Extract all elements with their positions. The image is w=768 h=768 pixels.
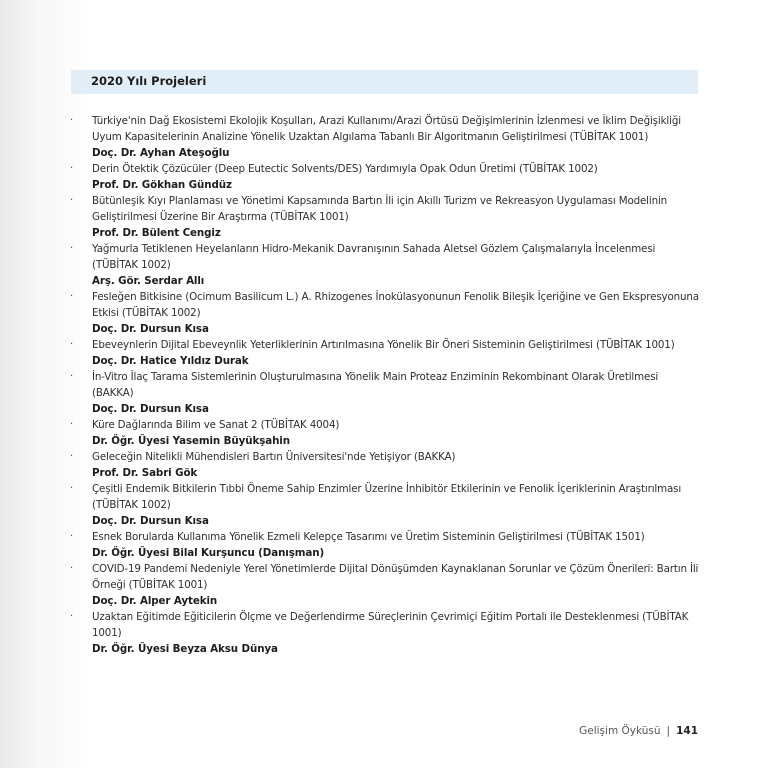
bullet-icon: ·	[70, 195, 74, 206]
project-title: Esnek Borularda Kullanıma Yönelik Ezmeli Kelepçe Tasarımı ve Üretim Sisteminin Geliştirilmesi (TÜBİTAK 1501)	[92, 531, 645, 543]
footer-separator: |	[666, 725, 671, 737]
project-lead: Dr. Öğr. Üyesi Bilal Kurşuncu (Danışman)	[92, 547, 325, 559]
bullet-icon: ·	[70, 531, 74, 542]
footer-section-name: Gelişim Öyküsü	[579, 725, 661, 737]
project-title: Küre Dağlarında Bilim ve Sanat 2 (TÜBİTAK 4004)	[92, 419, 340, 431]
list-item	[70, 113, 702, 161]
project-title: Bütünleşik Kıyı Planlaması ve Yönetimi Kapsamında Bartın İli için Akıllı Turizm ve Rekreasyon Uygulaması Modelinin Geliştirilmesi Üzerine Bir Araştırma (TÜBİTAK 1001)	[92, 195, 668, 223]
project-title: Yağmurla Tetiklenen Heyelanların Hidro-Mekanik Davranışının Sahada Aletsel Gözlem Çalışmalarıyla İncelenmesi (TÜBİTAK 1002)	[92, 243, 656, 271]
project-lead: Prof. Dr. Gökhan Gündüz	[92, 179, 232, 191]
bullet-icon: ·	[70, 163, 74, 174]
project-title: Ebeveynlerin Dijital Ebeveynlik Yeterliklerinin Artırılmasına Yönelik Bir Öneri Sisteminin Geliştirilmesi (TÜBİTAK 1001)	[92, 339, 675, 351]
project-title: Türkiye'nin Dağ Ekosistemi Ekolojik Koşulları, Arazi Kullanımı/Arazi Örtüsü Değişimlerinin İzlenmesi ve İklim Değişikliği Uyum Kapasitelerinin Analizine Yönelik Uzaktan Algılama Tabanlı Bir Algoritmanın Geliştirilmesi (TÜBİTAK 1001)	[92, 115, 681, 143]
bullet-icon: ·	[70, 451, 74, 462]
list-item	[70, 609, 702, 657]
list-item	[70, 241, 702, 289]
project-title: Derin Ötektik Çözücüler (Deep Eutectic Solvents/DES) Yardımıyla Opak Odun Üretimi (TÜBİTAK 1002)	[92, 163, 598, 175]
list-item	[70, 193, 702, 241]
project-title: İn-Vitro İlaç Tarama Sistemlerinin Oluşturulmasına Yönelik Main Proteaz Enziminin Rekombinant Olarak Üretilmesi (BAKKA)	[92, 371, 659, 399]
bullet-icon: ·	[70, 243, 74, 254]
project-lead: Prof. Dr. Sabri Gök	[92, 467, 198, 479]
project-lead: Arş. Gör. Serdar Allı	[92, 275, 205, 287]
list-item	[70, 449, 702, 481]
bullet-icon: ·	[70, 371, 74, 382]
project-lead: Doç. Dr. Ayhan Ateşoğlu	[92, 147, 230, 159]
project-lead: Doç. Dr. Dursun Kısa	[92, 323, 209, 335]
project-lead: Doç. Dr. Alper Aytekin	[92, 595, 218, 607]
project-title: Geleceğin Nitelikli Mühendisleri Bartın Üniversitesi'nde Yetişiyor (BAKKA)	[92, 451, 456, 463]
list-item	[70, 289, 702, 337]
page-footer	[579, 725, 698, 737]
project-title: Uzaktan Eğitimde Eğiticilerin Ölçme ve Değerlendirme Süreçlerinin Çevrimiçi Eğitim Portalı ile Desteklenmesi (TÜBİTAK 1001)	[92, 611, 689, 639]
list-item	[70, 481, 702, 529]
project-lead: Dr. Öğr. Üyesi Beyza Aksu Dünya	[92, 643, 278, 655]
list-item	[70, 561, 702, 609]
section-title: 2020 Yılı Projeleri	[91, 74, 207, 88]
project-lead: Doç. Dr. Dursun Kısa	[92, 403, 209, 415]
bullet-icon: ·	[70, 483, 74, 494]
bullet-icon: ·	[70, 339, 74, 350]
bullet-icon: ·	[70, 115, 74, 126]
list-item	[70, 369, 702, 417]
project-lead: Doç. Dr. Dursun Kısa	[92, 515, 209, 527]
project-lead: Prof. Dr. Bülent Cengiz	[92, 227, 221, 239]
list-item	[70, 161, 702, 193]
project-title: Çeşitli Endemik Bitkilerin Tıbbi Öneme Sahip Enzimler Üzerine İnhibitör Etkilerinin ve Fenolik İçeriklerinin Araştırılması (TÜBİTAK 1002)	[92, 483, 682, 511]
bullet-icon: ·	[70, 563, 74, 574]
project-lead: Doç. Dr. Hatice Yıldız Durak	[92, 355, 249, 367]
project-title: Fesleğen Bitkisine (Ocimum Basilicum L.) A. Rhizogenes İnokülasyonunun Fenolik Bileşik İçeriğine ve Gen Ekspresyonuna Etkisi (TÜBİTAK 1002)	[92, 291, 699, 319]
list-item	[70, 417, 702, 449]
project-title: COVID-19 Pandemi Nedeniyle Yerel Yönetimlerde Dijital Dönüşümden Kaynaklanan Sorunlar ve Çözüm Önerileri: Bartın İli Örneği (TÜBİTAK 1001)	[92, 563, 699, 591]
project-lead: Dr. Öğr. Üyesi Yasemin Büyükşahin	[92, 435, 290, 447]
list-item	[70, 337, 702, 369]
list-item	[70, 529, 702, 561]
project-list	[70, 113, 702, 657]
bullet-icon: ·	[70, 611, 74, 622]
page-number: 141	[676, 725, 698, 737]
bullet-icon: ·	[70, 291, 74, 302]
section-header-bar	[71, 70, 698, 94]
bullet-icon: ·	[70, 419, 74, 430]
